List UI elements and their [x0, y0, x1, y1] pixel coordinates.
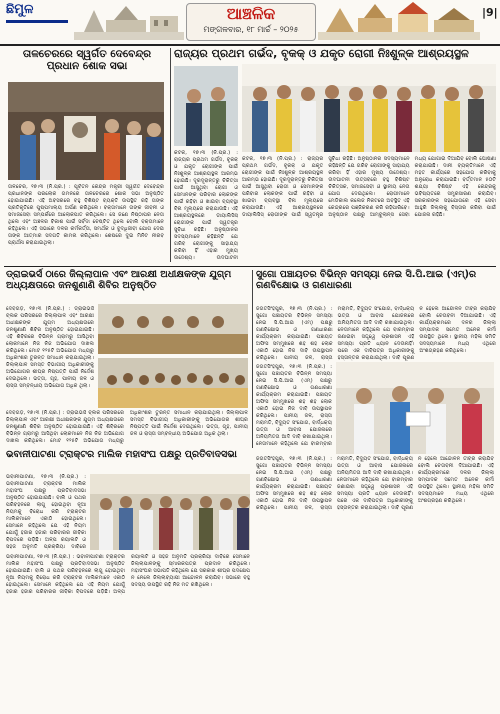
column-divider [170, 48, 171, 262]
temple-illustration-right [318, 2, 480, 40]
section-banner [186, 3, 316, 41]
column-divider [252, 270, 253, 448]
headline-ashraya-sthala: ରାଜ୍ୟର ପ୍ରଥମ ଗର୍ଭଦ, ବୃକକ୍ ଓ ଯକୃତ ରୋଗୀ ନିଃଶୁଳ୍କ ଆଶ୍ରୟସ୍ଥଳ [174, 47, 469, 60]
article-shok-sabha-body: ତାଳଚେର, ୧୭।୩ (ନି.ପ୍ର.) : ପୂର୍ବତନ କେନ୍ଦ୍ର ମନ୍ତ୍ରୀ ସ୍ୱର୍ଗତ ଦେବେନ୍ଦ୍ର ପ୍ରଧାନଙ୍କ ପରଲୋକ ଗମନରେ ତାଳଚେରରେ ଶୋକ ସଭା ଅନୁଷ୍ଠିତ ହୋଇଯାଇଛି। ଏହି ଅବସରରେ ବହୁ ବିଶିଷ୍ଟ ବ୍ୟକ୍ତି ଉପସ୍ଥିତ ରହି ତାଙ୍କ ପ୍ରତିକୃତିରେ ପୁଷ୍ପମାଲ୍ୟ ଅର୍ପଣ କରିଥିଲେ। ବକ୍ତାମାନେ ତାଙ୍କ ଜୀବନୀ ଓ ସମାଜସେବା ସମ୍ପର୍କରେ ଆଲୋକପାତ କରିଥିଲେ। ସେ ଜଣେ ନିଷ୍ଠାପର ନେତା ଥିଲେ ଏବଂ ଅଞ୍ଚଳର ବିକାଶ ପାଇଁ ସର୍ବଦା ଚେଷ୍ଟିତ ଥିଲେ ବୋଲି ବକ୍ତାମାନେ କହିଥିଲେ। ଏହି ସଭାରେ ଦଳର କର୍ମକର୍ତ୍ତା, ସମର୍ଥକ ଓ ବୁଦ୍ଧିଜୀବୀ ଯୋଗ ଦେଇ ତାଙ୍କ ଆତ୍ମାର ସଦଗତି କାମନା କରିଥିଲେ। ଶେଷରେ ଦୁଇ ମିନିଟ ନୀରବ ପ୍ରାର୍ଥନା କରାଯାଇଥିଲା। [8, 184, 164, 246]
article-tractor-body-col2: ଭବାନୀପାଟଣା, ୧୭।୩ (ନି.ପ୍ର.) : ଭବାନୀପାଟଣା ଟ୍ରାକ୍ଟର ମାଲିକ ମହାସଂଘ ପକ୍ଷରୁ ପ୍ରତିବାଦସଭା ଅନୁଷ୍ଠିତ ହୋଇଯାଇଛି। ବାଲି ଓ ପଥର ପରିବହନରେ ଲାଗୁ ହୋଇଥିବା ନୂଆ ନିୟମକୁ ବିରୋଧ କରି ଟ୍ରାକ୍ଟର ମାଲିକମାନେ ଏକାଠି ହୋଇଥିଲେ। ସେମାନେ କହିଥିଲେ ଯେ ଏହି ନିୟମ ଯୋଗୁଁ ହଜାର ହଜାର ପରିବାରର ଜୀବିକା ବିପଦରେ ପଡ଼ିଛି। ଅଳ୍ପ ରୟାଲଟି ଓ ସହଜ ଅନୁମତି ପ୍ରକ୍ରିୟା ଦାବିରେ ସେମାନେ ଜିଲ୍ଲାପାଳଙ୍କୁ ସ୍ମାରକପତ୍ର ପ୍ରଦାନ କରିଥିଲେ। ମହାସଂଘର ସଭାପତି କହିଥିଲେ ଯେ ସରକାର ଶୀଘ୍ର ପଦକ୍ଷେପ ନ ନେଲେ ଜିଲ୍ଲାବ୍ୟାପୀ ଆନ୍ଦୋଳନ କରାଯିବ। ସଭାରେ ବହୁ ସଦସ୍ୟ ଉପସ୍ଥିତ ରହି ନିଜ ମତ ରଖିଥିଲେ। [6, 554, 250, 595]
article-jana-shunani-body-col2: ଦେବଗଡ଼, ୧୭।୩ (ନି.ପ୍ର.) : ଡ୍ରାଇଭର୍ସ ବ୍ଲକ ପରିସରରେ ଜିଲ୍ଲାପାଳ ଏବଂ ଆରକ୍ଷୀ ଅଧୀକ୍ଷକଙ୍କ ଯୁଗ୍ମ ଅଧ୍ୟକ୍ଷତାରେ ଜନଶୁଣାଣି ଶିବିର ଅନୁଷ୍ଠିତ ହୋଇଯାଇଛି। ଏହି ଶିବିରରେ ବିଭିନ୍ନ ଗ୍ରାମରୁ ଆସିଥିବା ଲୋକମାନେ ନିଜ ନିଜ ଅଭିଯୋଗ ଦାଖଲ କରିଥିଲେ। ମୋଟ ୧୨୫ଟି ଅଭିଯୋଗ ମଧ୍ୟରୁ ଅଧିକାଂଶର ତୁରନ୍ତ ସମାଧାନ କରାଯାଇଥିଲା। ଜିଲ୍ଲାପାଳ ସମସ୍ତ ବିଭାଗୀୟ ଅଧିକାରୀଙ୍କୁ ଅଭିଯୋଗର ଶୀଘ୍ର ନିଷ୍ପତ୍ତି ପାଇଁ ନିର୍ଦ୍ଦେଶ ଦେଇଥିଲେ। ଭତ୍ତା, ଗୃହ, ପାନୀୟ ଜଳ ଓ ରାସ୍ତା ସମ୍ବନ୍ଧୀୟ ଅଭିଯୋଗ ଅଧିକ ଥିଲା। [6, 410, 248, 444]
photo-tractor-mahasangha [90, 474, 250, 550]
newspaper-logo [4, 2, 70, 42]
photo-jana-shunani-officials [98, 304, 248, 354]
photo-cpim-dharana [336, 362, 494, 454]
article-cpim-body-top: ଜଗତସିଂହପୁର, ୧୭।୩ (ନି.ପ୍ର.) : ସୁଗୋ ପଞ୍ଚାୟତର ବିଭିନ୍ନ ସମସ୍ୟା ନେଇ ସି.ପି.ଆଇ (ଏମ୍) ପକ୍ଷରୁ ଗଣବିକ୍ଷୋଭ ଓ ଗଣଧାରଣା କାର୍ଯ୍ୟକ୍ରମ କରାଯାଇଛି। ପଞ୍ଚାୟତ ଅଫିସ ସମ୍ମୁଖରେ ଶହ ଶହ ଲୋକ ଏକାଠି ହୋଇ ନିଜ ଦାବି ଉପସ୍ଥାପନ କରିଥିଲେ। ପାନୀୟ ଜଳ, ରାସ୍ତା ମରାମତି, ବିଦ୍ୟୁତ ସଂଯୋଗ, ବାର୍ଦ୍ଧକ୍ୟ ଭତ୍ତା ଓ ଆବାସ ଯୋଜନାରେ ଅନିୟମିତତା ଆଦି ଦାବି ରଖାଯାଇଥିଲା। ନେତାମାନେ କହିଥିଲେ ଯେ ବାରମ୍ବାର ଜଣାଇବା ସତ୍ତ୍ୱେ ପ୍ରଶାସନ ଏହି ସମସ୍ୟା ପ୍ରତି ଧ୍ୟାନ ଦେଉନାହିଁ। ପରେ ଏକ ଦାବିପତ୍ର ଅଧିକାରୀଙ୍କୁ ହସ୍ତାନ୍ତର କରାଯାଇଥିଲା। ଦାବି ପୂରଣ ନ ହେଲେ ଆନ୍ଦୋଳନ ତୀବ୍ର କରାଯିବ ବୋଲି ଚେତାବନୀ ଦିଆଯାଇଛି। ଏହି କାର୍ଯ୍ୟକ୍ରମରେ ଦଳର ଜିଲ୍ଲା ସମ୍ପାଦକ ସମେତ ଅନେକ କର୍ମୀ ଉପସ୍ଥିତ ଥିଲେ। ସ୍ଥାନୀୟ ମହିଳା ସମିତି ସଦସ୍ୟମାନେ ମଧ୍ୟ ଏଥିରେ ଅଂଶଗ୍ରହଣ କରିଥିଲେ। [256, 306, 496, 361]
article-jana-shunani-body-col1: ଦେବଗଡ଼, ୧୭।୩ (ନି.ପ୍ର.) : ଡ୍ରାଇଭର୍ସ ବ୍ଲକ ପରିସରରେ ଜିଲ୍ଲାପାଳ ଏବଂ ଆରକ୍ଷୀ ଅଧୀକ୍ଷକଙ୍କ ଯୁଗ୍ମ ଅଧ୍ୟକ୍ଷତାରେ ଜନଶୁଣାଣି ଶିବିର ଅନୁଷ୍ଠିତ ହୋଇଯାଇଛି। ଏହି ଶିବିରରେ ବିଭିନ୍ନ ଗ୍ରାମରୁ ଆସିଥିବା ଲୋକମାନେ ନିଜ ନିଜ ଅଭିଯୋଗ ଦାଖଲ କରିଥିଲେ। ମୋଟ ୧୨୫ଟି ଅଭିଯୋଗ ମଧ୍ୟରୁ ଅଧିକାଂଶର ତୁରନ୍ତ ସମାଧାନ କରାଯାଇଥିଲା। ଜିଲ୍ଲାପାଳ ସମସ୍ତ ବିଭାଗୀୟ ଅଧିକାରୀଙ୍କୁ ଅଭିଯୋଗର ଶୀଘ୍ର ନିଷ୍ପତ୍ତି ପାଇଁ ନିର୍ଦ୍ଦେଶ ଦେଇଥିଲେ। ଭତ୍ତା, ଗୃହ, ପାନୀୟ ଜଳ ଓ ରାସ୍ତା ସମ୍ବନ୍ଧୀୟ ଅଭିଯୋଗ ଅଧିକ ଥିଲା। [6, 306, 94, 389]
photo-jana-shunani-crowd [98, 358, 248, 408]
photo-ashraya-sthala-group [242, 64, 496, 152]
temple-illustration-left [74, 2, 184, 40]
article-ashraya-body-col1: କଟକ, ୧୭।୩ (ନି.ପ୍ର.) : ରାଜ୍ୟର ପ୍ରଥମ ଗର୍ଭଦ, ବୃକକ୍ ଓ ଯକୃତ ରୋଗୀଙ୍କ ପାଇଁ ନିଃଶୁଳ୍କ ଆଶ୍ରୟସ୍ଥଳ ଆରମ୍ଭ ହୋଇଛି। ଦୂରଦୂରାନ୍ତରୁ ଚିକିତ୍ସା ପାଇଁ ଆସୁଥିବା ରୋଗୀ ଓ ସେମାନଙ୍କ ପରିବାର ଲୋକଙ୍କ ପାଇଁ ରହିବା ଓ ଖାଇବା ବ୍ୟବସ୍ଥା ବିନା ମୂଲ୍ୟରେ କରାଯାଉଛି। ଏହି ଆଶ୍ରୟସ୍ଥଳରେ ଡାୟାଲିସିସ୍ ରୋଗୀଙ୍କ ପାଇଁ ସ୍ୱତନ୍ତ୍ର ସୁବିଧା ରହିଛି। ଅନୁଷ୍ଠାନର ସଦସ୍ୟମାନେ କହିଛନ୍ତି ଯେ ଗରିବ ରୋଗୀଙ୍କୁ ସାହାଯ୍ୟ କରିବା ହିଁ ଏହାର ମୁଖ୍ୟ ଉଦ୍ଦେଶ୍ୟ। ଉଦଘାଟନୀ [174, 150, 238, 261]
article-tractor-body-col1: ଭବାନୀପାଟଣା, ୧୭।୩ (ନି.ପ୍ର.) : ଭବାନୀପାଟଣା ଟ୍ରାକ୍ଟର ମାଲିକ ମହାସଂଘ ପକ୍ଷରୁ ପ୍ରତିବାଦସଭା ଅନୁଷ୍ଠିତ ହୋଇଯାଇଛି। ବାଲି ଓ ପଥର ପରିବହନରେ ଲାଗୁ ହୋଇଥିବା ନୂଆ ନିୟମକୁ ବିରୋଧ କରି ଟ୍ରାକ୍ଟର ମାଲିକମାନେ ଏକାଠି ହୋଇଥିଲେ। ସେମାନେ କହିଥିଲେ ଯେ ଏହି ନିୟମ ଯୋଗୁଁ ହଜାର ହଜାର ପରିବାରର ଜୀବିକା ବିପଦରେ ପଡ଼ିଛି। ଅଳ୍ପ ରୟାଲଟି ଓ ସହଜ ଅନୁମତି ପ୍ରକ୍ରିୟା ଦାବିରେ [6, 474, 86, 550]
headline-tractor-mahasangha: ଭବାନୀପାଟଣା ଟ୍ରାକ୍ଟର ମାଲିକ ମହାସଂଘ ପକ୍ଷରୁ ପ୍ରତିବାଦସଭା [6, 449, 237, 460]
masthead [0, 0, 500, 46]
photo-inset-hospital [174, 66, 238, 146]
article-cpim-body-bottom: ଜଗତସିଂହପୁର, ୧୭।୩ (ନି.ପ୍ର.) : ସୁଗୋ ପଞ୍ଚାୟତର ବିଭିନ୍ନ ସମସ୍ୟା ନେଇ ସି.ପି.ଆଇ (ଏମ୍) ପକ୍ଷରୁ ଗଣବିକ୍ଷୋଭ ଓ ଗଣଧାରଣା କାର୍ଯ୍ୟକ୍ରମ କରାଯାଇଛି। ପଞ୍ଚାୟତ ଅଫିସ ସମ୍ମୁଖରେ ଶହ ଶହ ଲୋକ ଏକାଠି ହୋଇ ନିଜ ଦାବି ଉପସ୍ଥାପନ କରିଥିଲେ। ପାନୀୟ ଜଳ, ରାସ୍ତା ମରାମତି, ବିଦ୍ୟୁତ ସଂଯୋଗ, ବାର୍ଦ୍ଧକ୍ୟ ଭତ୍ତା ଓ ଆବାସ ଯୋଜନାରେ ଅନିୟମିତତା ଆଦି ଦାବି ରଖାଯାଇଥିଲା। ନେତାମାନେ କହିଥିଲେ ଯେ ବାରମ୍ବାର ଜଣାଇବା ସତ୍ତ୍ୱେ ପ୍ରଶାସନ ଏହି ସମସ୍ୟା ପ୍ରତି ଧ୍ୟାନ ଦେଉନାହିଁ। ପରେ ଏକ ଦାବିପତ୍ର ଅଧିକାରୀଙ୍କୁ ହସ୍ତାନ୍ତର କରାଯାଇଥିଲା। ଦାବି ପୂରଣ ନ ହେଲେ ଆନ୍ଦୋଳନ ତୀବ୍ର କରାଯିବ ବୋଲି ଚେତାବନୀ ଦିଆଯାଇଛି। ଏହି କାର୍ଯ୍ୟକ୍ରମରେ ଦଳର ଜିଲ୍ଲା ସମ୍ପାଦକ ସମେତ ଅନେକ କର୍ମୀ ଉପସ୍ଥିତ ଥିଲେ। ସ୍ଥାନୀୟ ମହିଳା ସମିତି ସଦସ୍ୟମାନେ ମଧ୍ୟ ଏଥିରେ ଅଂଶଗ୍ରହଣ କରିଥିଲେ। [256, 456, 494, 511]
article-ashraya-body-col2: କଟକ, ୧୭।୩ (ନି.ପ୍ର.) : ରାଜ୍ୟର ପ୍ରଥମ ଗର୍ଭଦ, ବୃକକ୍ ଓ ଯକୃତ ରୋଗୀଙ୍କ ପାଇଁ ନିଃଶୁଳ୍କ ଆଶ୍ରୟସ୍ଥଳ ଆରମ୍ଭ ହୋଇଛି। ଦୂରଦୂରାନ୍ତରୁ ଚିକିତ୍ସା ପାଇଁ ଆସୁଥିବା ରୋଗୀ ଓ ସେମାନଙ୍କ ପରିବାର ଲୋକଙ୍କ ପାଇଁ ରହିବା ଓ ଖାଇବା ବ୍ୟବସ୍ଥା ବିନା ମୂଲ୍ୟରେ କରାଯାଉଛି। ଏହି ଆଶ୍ରୟସ୍ଥଳରେ ଡାୟାଲିସିସ୍ ରୋଗୀଙ୍କ ପାଇଁ ସ୍ୱତନ୍ତ୍ର ସୁବିଧା ରହିଛି। ଅନୁଷ୍ଠାନର ସଦସ୍ୟମାନେ କହିଛନ୍ତି ଯେ ଗରିବ ରୋଗୀଙ୍କୁ ସାହାଯ୍ୟ କରିବା ହିଁ ଏହାର ମୁଖ୍ୟ ଉଦ୍ଦେଶ୍ୟ। ଉଦଘାଟନୀ ଉତ୍ସବରେ ବହୁ ବିଶିଷ୍ଟ ଚିକିତ୍ସକ, ସମାଜସେବୀ ଓ ସ୍ଥାନୀୟ ନେତା ଯୋଗ ଦେଇଥିଲେ। ରୋଗୀମାନେ ମେଡିକାଲ କଲେଜ ନିକଟରେ ଅବସ୍ଥିତ ଏହି କେନ୍ଦ୍ରରେ ପଞ୍ଜିକରଣ କରି ରହିପାରିବେ। ଅନୁଷ୍ଠାନ ପକ୍ଷରୁ ଆମ୍ବୁଲାନ୍ସ ସେବା ମଧ୍ୟ ଯୋଗାଇ ଦିଆଯିବ ବୋଲି ଘୋଷଣା କରାଯାଇଛି। ଦାନୀ ବ୍ୟକ୍ତିମାନେ ଏହି ମହତ କାର୍ଯ୍ୟରେ ସହଯୋଗ କରିବାକୁ ଅନୁରୋଧ କରାଯାଇଛି। ବର୍ତ୍ତମାନ ୫୦ଟି ଶଯ୍ୟା ବିଶିଷ୍ଟ ଏହି କେନ୍ଦ୍ରକୁ ଭବିଷ୍ୟତରେ ସମ୍ପ୍ରସାରଣ କରାଯିବ। ସରକାରଙ୍କ ସହଯୋଗରେ ଏହି ସେବା ଆହୁରି ଜିଲ୍ଲାକୁ ବିସ୍ତାର କରିବା ପାଇଁ ଯୋଜନା ରହିଛି। [242, 156, 496, 218]
headline-jana-shunani: ଡ୍ରାଇଭର୍ସ ଠାରେ ଜିଲ୍ଲାପାଳ ଏବଂ ଆରକ୍ଷୀ ଅଧୀକ୍ଷକଙ୍କ ଯୁଗ୍ମ ଅଧ୍ୟକ୍ଷତାରେ ଜନଶୁଣାଣି ଶିବିର ଅନୁଷ୍ଠିତ [6, 269, 232, 291]
photo-shok-sabha [8, 82, 164, 180]
article-cpim-body-side: ଜଗତସିଂହପୁର, ୧୭।୩ (ନି.ପ୍ର.) : ସୁଗୋ ପଞ୍ଚାୟତର ବିଭିନ୍ନ ସମସ୍ୟା ନେଇ ସି.ପି.ଆଇ (ଏମ୍) ପକ୍ଷରୁ ଗଣବିକ୍ଷୋଭ ଓ ଗଣଧାରଣା କାର୍ଯ୍ୟକ୍ରମ କରାଯାଇଛି। ପଞ୍ଚାୟତ ଅଫିସ ସମ୍ମୁଖରେ ଶହ ଶହ ଲୋକ ଏକାଠି ହୋଇ ନିଜ ଦାବି ଉପସ୍ଥାପନ କରିଥିଲେ। ପାନୀୟ ଜଳ, ରାସ୍ତା ମରାମତି, ବିଦ୍ୟୁତ ସଂଯୋଗ, ବାର୍ଦ୍ଧକ୍ୟ ଭତ୍ତା ଓ ଆବାସ ଯୋଜନାରେ ଅନିୟମିତତା ଆଦି ଦାବି ରଖାଯାଇଥିଲା। ନେତାମାନେ କହିଥିଲେ ଯେ ବାରମ୍ବାର [256, 364, 332, 447]
headline-shok-sabha: ତାଳଚେରରେ ସ୍ୱର୍ଗତ ଦେବେନ୍ଦ୍ର ପ୍ରଧାନ ଶୋକ ସଭା [22, 48, 152, 73]
issue-date: ମଙ୍ଗଳବାର, ୧୮ ମାର୍ଚ୍ଚ – ୨୦୨୫ [203, 25, 299, 34]
page-number: |9| [482, 6, 498, 19]
headline-cpim-dharana: ସୁଗୋ ପଞ୍ଚାୟତର ବିଭିନ୍ନ ସମସ୍ୟା ନେଇ ସି.ପି.ଆଇ (ଏମ୍)ର ଗଣବିକ୍ଷୋଭ ଓ ଗଣଧାରଣା [256, 269, 477, 291]
section-divider [4, 266, 496, 267]
newspaper-name: ଛିମୁଳ [6, 2, 34, 17]
section-title: ଆଞ୍ଚଳିକ [226, 4, 276, 23]
